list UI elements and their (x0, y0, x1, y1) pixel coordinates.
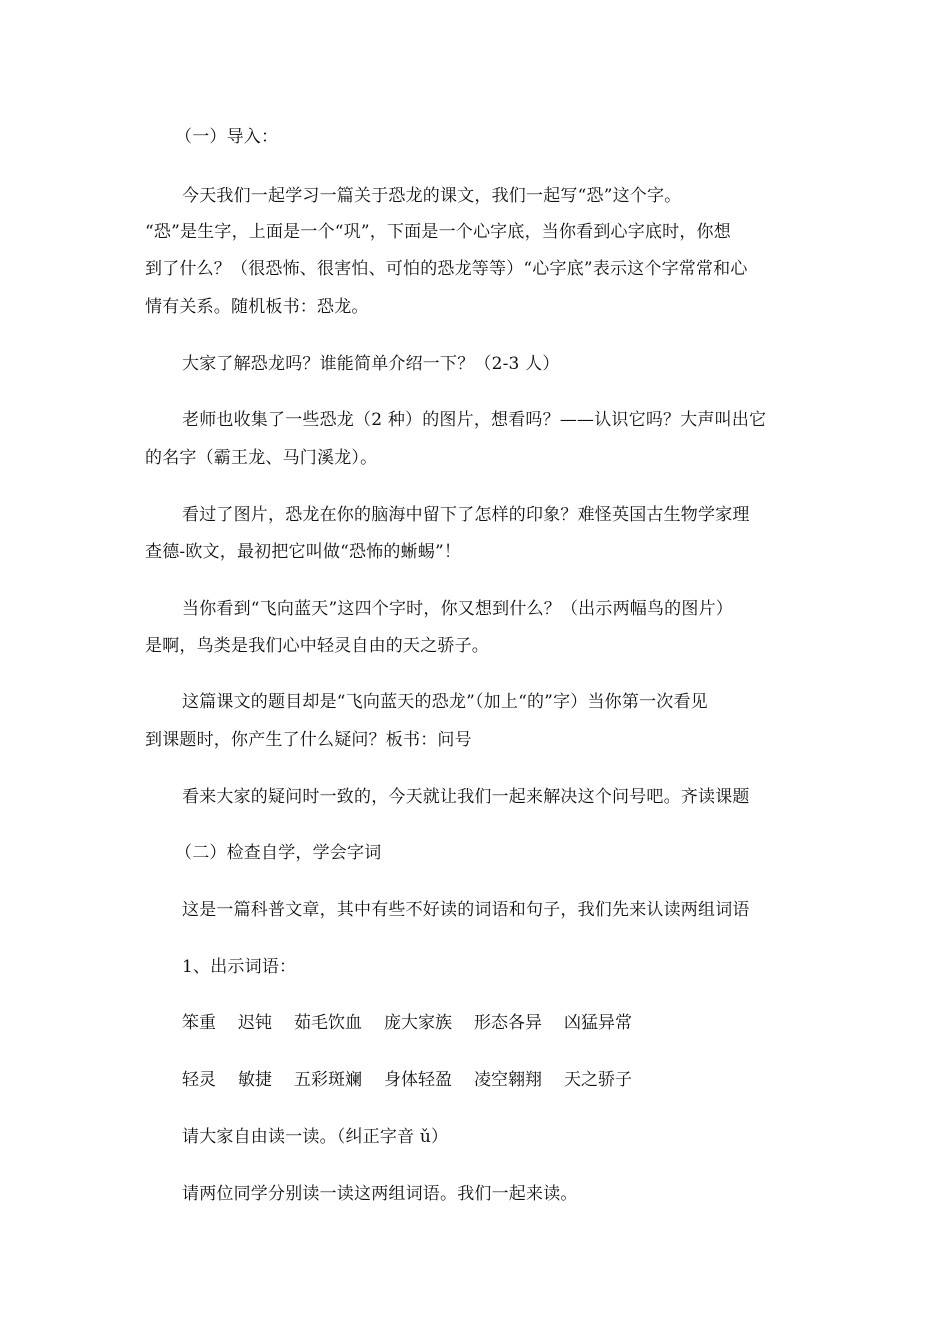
vocab-word: 形态各异 (474, 1013, 542, 1033)
vocab-word: 轻灵 (182, 1070, 216, 1090)
paragraph-line: 查德-欧文，最初把它叫做“恐怖的蜥蜴”！ (145, 542, 462, 562)
paragraph-line: 的名字（霸王龙、马门溪龙）。 (145, 448, 378, 468)
vocab-word: 茹毛饮血 (294, 1013, 362, 1033)
paragraph-line: 到课题时，你产生了什么疑问？板书：问号 (145, 730, 472, 750)
vocab-group-2 (182, 1070, 654, 1090)
paragraph-line: 情有关系。随机板书：恐龙。 (145, 297, 369, 317)
paragraph-line: 这是一篇科普文章，其中有些不好读的词语和句子，我们先来认读两组词语 (182, 900, 750, 920)
paragraph-line: 当你看到“飞向蓝天”这四个字时，你又想到什么？（出示两幅鸟的图片） (182, 599, 733, 619)
vocab-word: 天之骄子 (564, 1070, 632, 1090)
vocab-word: 笨重 (182, 1013, 216, 1033)
vocab-word: 庞大家族 (384, 1013, 452, 1033)
paragraph-line: 老师也收集了一些恐龙（2 种）的图片，想看吗？——认识它吗？大声叫出它 (182, 410, 767, 430)
vocab-word: 凶猛异常 (564, 1013, 632, 1033)
paragraph-line: 看过了图片，恐龙在你的脑海中留下了怎样的印象？难怪英国古生物学家理 (182, 505, 750, 525)
vocab-word: 凌空翱翔 (474, 1070, 542, 1090)
paragraph-line: 今天我们一起学习一篇关于恐龙的课文，我们一起写“恐”这个字。 (182, 186, 682, 206)
paragraph-line: “恐”是生字，上面是一个“巩”，下面是一个心字底，当你看到心字底时，你想 (145, 222, 731, 242)
section-heading-intro: （一）导入： (175, 127, 279, 147)
paragraph-line: 是啊，鸟类是我们心中轻灵自由的天之骄子。 (145, 636, 489, 656)
paragraph-line: 看来大家的疑问时一致的，今天就让我们一起来解决这个问号吧。齐读课题 (182, 787, 750, 807)
paragraph-line: 到了什么？（很恐怖、很害怕、可怕的恐龙等等）“心字底”表示这个字常常和心 (145, 259, 748, 279)
section-heading-self-study: （二）检查自学，学会字词 (175, 843, 382, 863)
paragraph-line: 1、出示词语： (182, 957, 297, 977)
paragraph-line: 请两位同学分别读一读这两组词语。我们一起来读。 (182, 1184, 578, 1204)
paragraph-line: 大家了解恐龙吗？谁能简单介绍一下？（2-3 人） (182, 354, 560, 374)
vocab-group-1 (182, 1013, 654, 1033)
vocab-word: 身体轻盈 (384, 1070, 452, 1090)
vocab-word: 迟钝 (238, 1013, 272, 1033)
vocab-word: 五彩斑斓 (294, 1070, 362, 1090)
vocab-word: 敏捷 (238, 1070, 272, 1090)
paragraph-line: 请大家自由读一读。（纠正字音 ǔ） (182, 1127, 449, 1147)
paragraph-line: 这篇课文的题目却是“飞向蓝天的恐龙”（加上“的”字）当你第一次看见 (182, 692, 708, 712)
